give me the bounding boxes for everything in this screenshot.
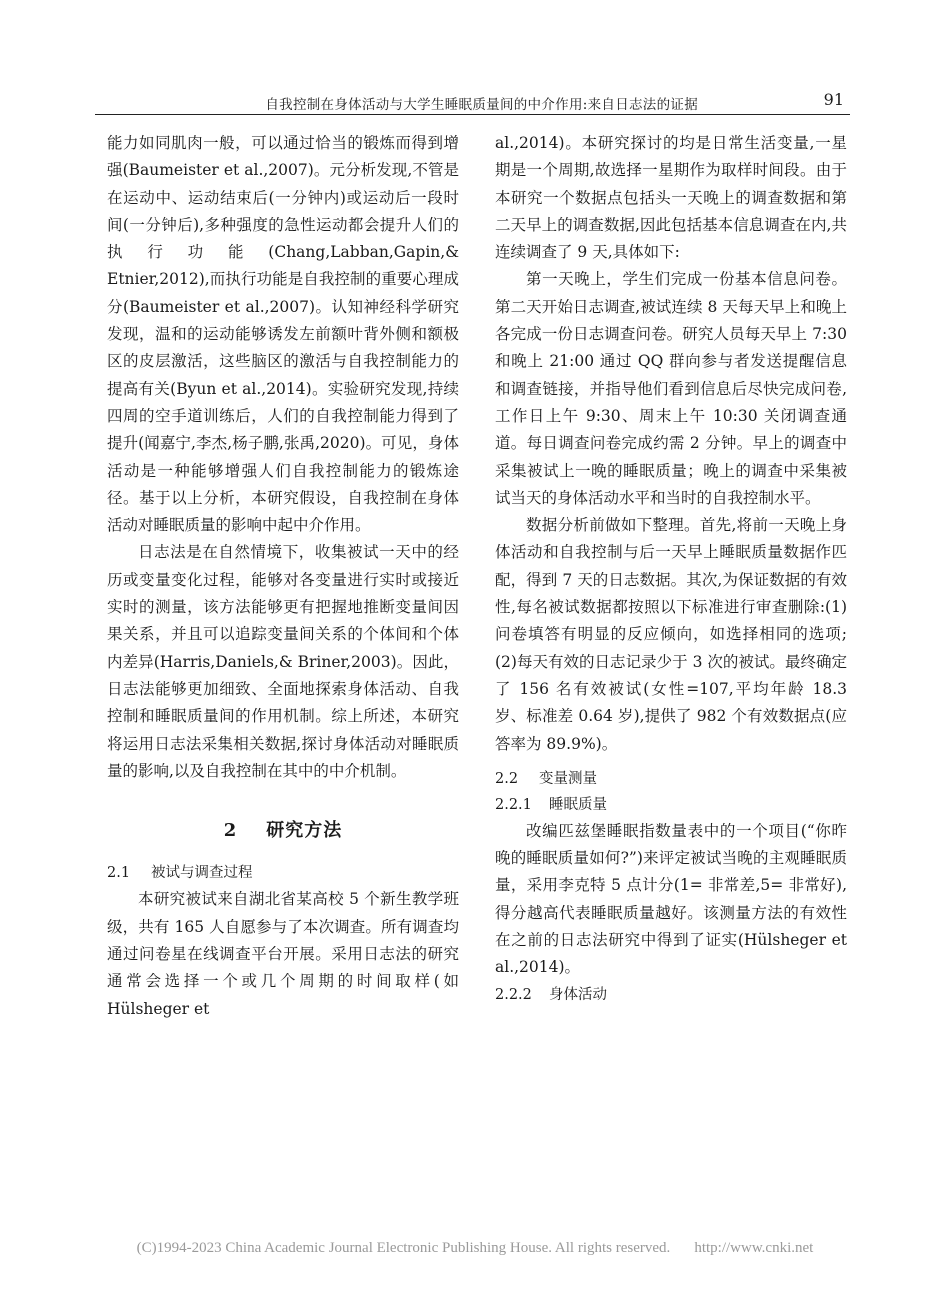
- subsubsection-heading: [495, 792, 847, 818]
- copyright-text: (C)1994-2023 China Academic Journal Electronic Publishing House. All rights reserved.: [136, 1240, 671, 1256]
- paragraph: al.,2014)。本研究探讨的均是日常生活变量,一星期是一个周期,故选择一星期作为取样时间段。由于本研究一个数据点包括头一天晚上的调查数据和第二天早上的调查数据,因此包括基本信息调查在内,共连续调查了 9 天,具体如下:: [495, 134, 847, 262]
- running-title: 自我控制在身体活动与大学生睡眠质量间的中介作用:来自日志法的证据: [265, 97, 698, 113]
- paragraph: 能力如同肌肉一般，可以通过恰当的锻炼而得到增强(Baumeister et al.,2007)。元分析发现,不管是在运动中、运动结束后(一分钟内)或运动后一段时间(一分钟后),多种强度的急性运动都会提升人们的执行功能(Chang,Labban,Gapin,& Etnier,2012),而执行功能是自我控制的重要心理成分(Baumeister et al.,2007)。认知神经科学研究发现，温和的运动能够诱发左前额叶背外侧和额极区的皮层激活，这些脑区的激活与自我控制能力的提高有关(Byun et al.,2014)。实验研究发现,持续四周的空手道训练后，人们的自我控制能力得到了提升(闻嘉宁,李杰,杨子鹏,张禹,2020)。可见，身体活动是一种能够增强人们自我控制能力的锻炼途径。基于以上分析，本研究假设，自我控制在身体活动对睡眠质量的影响中起中介作用。: [107, 134, 459, 535]
- right-column: [495, 130, 847, 1008]
- copyright-footer: [0, 1240, 950, 1257]
- subsection-heading: [107, 860, 459, 886]
- subsection-title: 被试与调查过程: [151, 865, 253, 882]
- subsubsection-number: 2.2.2: [495, 986, 532, 1003]
- subsection-heading: [495, 766, 847, 792]
- section-heading: [107, 817, 459, 844]
- footer-url: http://www.cnki.net: [694, 1240, 814, 1256]
- subsubsection-number: 2.2.1: [495, 796, 532, 813]
- paragraph: 本研究被试来自湖北省某高校 5 个新生教学班级，共有 165 人自愿参与了本次调查。所有调查均通过问卷星在线调查平台开展。采用日志法的研究通常会选择一个或几个周期的时间取样(如 Hülsheger et: [107, 890, 459, 1018]
- subsubsection-heading: [495, 982, 847, 1008]
- subsection-number: 2.2: [495, 770, 519, 787]
- left-column: [107, 130, 459, 1023]
- running-header: [95, 92, 850, 115]
- paragraph: 第一天晚上，学生们完成一份基本信息问卷。第二天开始日志调查,被试连续 8 天每天早上和晚上各完成一份日志调查问卷。研究人员每天早上 7:30 和晚上 21:00 通过 QQ 群向参与者发送提醒信息和调查链接，并指导他们看到信息后尽快完成问卷,工作日上午 9:30、周末上午 10:30 关闭调查通道。每日调查问卷完成约需 2 分钟。早上的调查中采集被试上一晚的睡眠质量；晚上的调查中采集被试当天的身体活动水平和当时的自我控制水平。: [495, 270, 847, 507]
- subsection-number: 2.1: [107, 865, 131, 882]
- paragraph: 数据分析前做如下整理。首先,将前一天晚上身体活动和自我控制与后一天早上睡眠质量数据作匹配，得到 7 天的日志数据。其次,为保证数据的有效性,每名被试数据都按照以下标准进行审查删除:(1)问卷填答有明显的反应倾向，如选择相同的选项;(2)每天有效的日志记录少于 3 次的被试。最终确定了 156 名有效被试(女性=107,平均年龄 18.3 岁、标准差 0.64 岁),提供了 982 个有效数据点(应答率为 89.9%)。: [495, 516, 847, 753]
- section-title: 研究方法: [266, 820, 343, 842]
- subsubsection-title: 睡眠质量: [549, 796, 607, 813]
- page-number: 91: [823, 90, 844, 109]
- section-number: 2: [223, 820, 238, 842]
- subsection-title: 变量测量: [539, 770, 597, 787]
- paragraph: 改编匹兹堡睡眠指数量表中的一个项目(“你昨晚的睡眠质量如何?”)来评定被试当晚的主观睡眠质量，采用李克特 5 点计分(1= 非常差,5= 非常好),得分越高代表睡眠质量越好。该测量方法的有效性在之前的日志法研究中得到了证实(Hülsheger et al.,2014)。: [495, 821, 847, 977]
- paragraph: 日志法是在自然情境下，收集被试一天中的经历或变量变化过程，能够对各变量进行实时或接近实时的测量，该方法能够更有把握地推断变量间因果关系，并且可以追踪变量间关系的个体间和个体内差异(Harris,Daniels,& Briner,2003)。因此，日志法能够更加细致、全面地探索身体活动、自我控制和睡眠质量间的作用机制。综上所述，本研究将运用日志法采集相关数据,探讨身体活动对睡眠质量的影响,以及自我控制在其中的中介机制。: [107, 543, 459, 780]
- subsubsection-title: 身体活动: [549, 986, 607, 1003]
